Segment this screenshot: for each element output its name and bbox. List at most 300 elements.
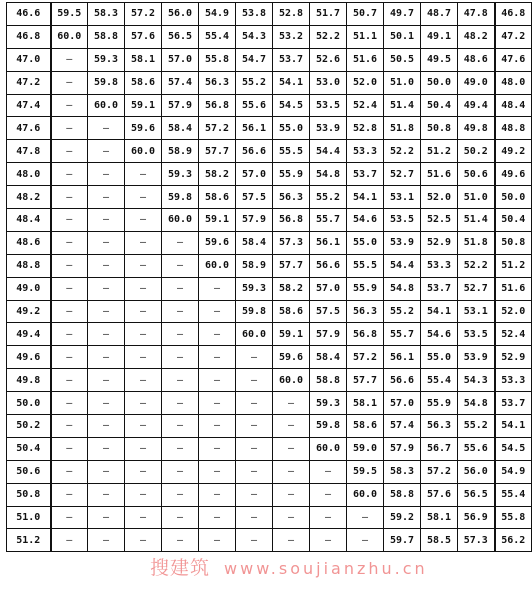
table-cell: 59.2 bbox=[384, 506, 421, 529]
row-key-cell: 50.4 bbox=[7, 437, 51, 460]
table-cell: 51.2 bbox=[421, 140, 458, 163]
table-cell: 60.0 bbox=[162, 209, 199, 232]
table-cell: 52.2 bbox=[384, 140, 421, 163]
table-cell: — bbox=[51, 323, 88, 346]
table-cell: 59.1 bbox=[273, 323, 310, 346]
table-cell: 53.3 bbox=[421, 254, 458, 277]
table-row bbox=[7, 163, 532, 186]
table-cell: — bbox=[236, 392, 273, 415]
table-cell: 50.8 bbox=[495, 231, 532, 254]
table-cell: 47.8 bbox=[458, 3, 495, 26]
table-cell: — bbox=[88, 483, 125, 506]
table-row bbox=[7, 3, 532, 26]
table-cell: 58.5 bbox=[421, 529, 458, 552]
table-cell: — bbox=[125, 209, 162, 232]
table-cell: 55.2 bbox=[458, 415, 495, 438]
table-cell: 53.9 bbox=[384, 231, 421, 254]
table-cell: — bbox=[199, 346, 236, 369]
table-cell: 53.1 bbox=[384, 186, 421, 209]
table-cell: 50.5 bbox=[384, 48, 421, 71]
table-cell: — bbox=[51, 140, 88, 163]
row-key-cell: 46.6 bbox=[7, 3, 51, 26]
table-cell: 48.8 bbox=[495, 117, 532, 140]
table-cell: 53.5 bbox=[384, 209, 421, 232]
table-cell: 59.5 bbox=[51, 3, 88, 26]
table-cell: 54.1 bbox=[347, 186, 384, 209]
table-cell: — bbox=[162, 254, 199, 277]
table-cell: 57.2 bbox=[421, 460, 458, 483]
table-cell: — bbox=[236, 529, 273, 552]
table-cell: 56.7 bbox=[421, 437, 458, 460]
table-row bbox=[7, 346, 532, 369]
table-cell: 57.9 bbox=[236, 209, 273, 232]
table-cell: 52.8 bbox=[347, 117, 384, 140]
table-cell: 54.8 bbox=[458, 392, 495, 415]
table-cell: 59.8 bbox=[236, 300, 273, 323]
table-cell: 58.2 bbox=[273, 277, 310, 300]
table-cell: 57.9 bbox=[384, 437, 421, 460]
table-cell: — bbox=[236, 483, 273, 506]
table-row bbox=[7, 415, 532, 438]
table-cell: — bbox=[125, 529, 162, 552]
table-cell: 50.8 bbox=[421, 117, 458, 140]
table-cell: 50.7 bbox=[347, 3, 384, 26]
table-cell: 53.3 bbox=[347, 140, 384, 163]
table-cell: 56.6 bbox=[310, 254, 347, 277]
table-row bbox=[7, 48, 532, 71]
table-cell: 59.6 bbox=[125, 117, 162, 140]
table-cell: — bbox=[88, 231, 125, 254]
table-body bbox=[7, 3, 532, 552]
table-cell: 54.9 bbox=[495, 460, 532, 483]
table-cell: 52.9 bbox=[421, 231, 458, 254]
document-page bbox=[6, 2, 526, 595]
table-row bbox=[7, 437, 532, 460]
table-cell: — bbox=[199, 392, 236, 415]
table-cell: — bbox=[162, 277, 199, 300]
table-cell: — bbox=[51, 254, 88, 277]
table-row bbox=[7, 460, 532, 483]
table-cell: — bbox=[347, 506, 384, 529]
table-cell: 53.7 bbox=[273, 48, 310, 71]
table-cell: 57.2 bbox=[125, 3, 162, 26]
table-row bbox=[7, 25, 532, 48]
table-row bbox=[7, 392, 532, 415]
table-cell: 49.2 bbox=[495, 140, 532, 163]
table-cell: 54.7 bbox=[236, 48, 273, 71]
table-cell: — bbox=[51, 415, 88, 438]
table-cell: — bbox=[88, 392, 125, 415]
table-cell: 55.0 bbox=[421, 346, 458, 369]
table-cell: — bbox=[51, 94, 88, 117]
table-row bbox=[7, 323, 532, 346]
table-cell: 57.4 bbox=[162, 71, 199, 94]
table-cell: — bbox=[51, 437, 88, 460]
table-cell: 54.6 bbox=[421, 323, 458, 346]
table-cell: — bbox=[88, 506, 125, 529]
table-cell: 49.1 bbox=[421, 25, 458, 48]
table-cell: — bbox=[51, 369, 88, 392]
table-cell: 57.3 bbox=[273, 231, 310, 254]
table-cell: 59.1 bbox=[125, 94, 162, 117]
table-cell: — bbox=[125, 460, 162, 483]
table-cell: 60.0 bbox=[51, 25, 88, 48]
table-cell: 54.4 bbox=[310, 140, 347, 163]
table-cell: — bbox=[199, 369, 236, 392]
table-cell: 48.7 bbox=[421, 3, 458, 26]
table-cell: — bbox=[51, 460, 88, 483]
table-cell: 58.6 bbox=[125, 71, 162, 94]
table-cell: 53.5 bbox=[310, 94, 347, 117]
table-cell: 52.7 bbox=[458, 277, 495, 300]
table-cell: 59.1 bbox=[199, 209, 236, 232]
table-cell: — bbox=[236, 506, 273, 529]
table-cell: — bbox=[88, 163, 125, 186]
table-cell: 57.9 bbox=[162, 94, 199, 117]
table-cell: 51.0 bbox=[458, 186, 495, 209]
table-cell: 55.9 bbox=[347, 277, 384, 300]
table-cell: 53.8 bbox=[236, 3, 273, 26]
row-key-cell: 48.8 bbox=[7, 254, 51, 277]
table-cell: 59.3 bbox=[236, 277, 273, 300]
table-cell: — bbox=[51, 71, 88, 94]
table-cell: 59.5 bbox=[347, 460, 384, 483]
table-cell: 60.0 bbox=[88, 94, 125, 117]
table-cell: 54.3 bbox=[236, 25, 273, 48]
table-cell: 57.6 bbox=[421, 483, 458, 506]
table-cell: 54.1 bbox=[273, 71, 310, 94]
table-cell: — bbox=[51, 529, 88, 552]
table-cell: 56.3 bbox=[347, 300, 384, 323]
table-cell: 60.0 bbox=[236, 323, 273, 346]
table-cell: 58.9 bbox=[236, 254, 273, 277]
table-cell: 59.6 bbox=[273, 346, 310, 369]
table-cell: 55.0 bbox=[273, 117, 310, 140]
table-cell: — bbox=[125, 186, 162, 209]
table-cell: — bbox=[51, 300, 88, 323]
table-cell: 53.9 bbox=[310, 117, 347, 140]
table-cell: 55.9 bbox=[421, 392, 458, 415]
table-cell: 58.6 bbox=[347, 415, 384, 438]
table-cell: 54.4 bbox=[384, 254, 421, 277]
table-cell: 50.4 bbox=[421, 94, 458, 117]
table-cell: — bbox=[162, 506, 199, 529]
table-cell: 57.5 bbox=[310, 300, 347, 323]
table-cell: — bbox=[162, 346, 199, 369]
row-key-cell: 48.2 bbox=[7, 186, 51, 209]
row-key-cell: 49.2 bbox=[7, 300, 51, 323]
table-cell: 52.4 bbox=[347, 94, 384, 117]
table-cell: 56.9 bbox=[458, 506, 495, 529]
table-cell: 51.6 bbox=[495, 277, 532, 300]
table-cell: — bbox=[236, 460, 273, 483]
table-cell: 51.4 bbox=[458, 209, 495, 232]
table-cell: — bbox=[125, 369, 162, 392]
row-key-cell: 50.6 bbox=[7, 460, 51, 483]
table-row bbox=[7, 94, 532, 117]
table-row bbox=[7, 231, 532, 254]
table-cell: 58.8 bbox=[384, 483, 421, 506]
table-cell: 58.2 bbox=[199, 163, 236, 186]
row-key-cell: 47.8 bbox=[7, 140, 51, 163]
table-cell: 55.9 bbox=[273, 163, 310, 186]
table-cell: — bbox=[88, 529, 125, 552]
data-table bbox=[6, 2, 532, 552]
table-cell: — bbox=[88, 300, 125, 323]
table-cell: — bbox=[51, 186, 88, 209]
table-cell: 53.5 bbox=[458, 323, 495, 346]
table-cell: — bbox=[51, 392, 88, 415]
table-cell: 55.8 bbox=[199, 48, 236, 71]
table-cell: 50.6 bbox=[458, 163, 495, 186]
table-cell: — bbox=[162, 483, 199, 506]
table-cell: — bbox=[88, 415, 125, 438]
table-cell: — bbox=[51, 483, 88, 506]
table-cell: 52.0 bbox=[347, 71, 384, 94]
row-key-cell: 46.8 bbox=[7, 25, 51, 48]
table-cell: 54.8 bbox=[384, 277, 421, 300]
table-cell: 55.6 bbox=[236, 94, 273, 117]
table-cell: 58.4 bbox=[310, 346, 347, 369]
table-cell: 57.0 bbox=[384, 392, 421, 415]
table-cell: 58.8 bbox=[310, 369, 347, 392]
table-cell: — bbox=[199, 460, 236, 483]
table-cell: 51.0 bbox=[384, 71, 421, 94]
table-cell: — bbox=[88, 209, 125, 232]
table-cell: 55.2 bbox=[310, 186, 347, 209]
row-key-cell: 48.0 bbox=[7, 163, 51, 186]
table-cell: 57.6 bbox=[125, 25, 162, 48]
table-cell: 57.0 bbox=[162, 48, 199, 71]
table-cell: — bbox=[199, 323, 236, 346]
table-cell: 52.7 bbox=[384, 163, 421, 186]
row-key-cell: 49.6 bbox=[7, 346, 51, 369]
table-cell: — bbox=[125, 346, 162, 369]
row-key-cell: 48.4 bbox=[7, 209, 51, 232]
row-key-cell: 47.2 bbox=[7, 71, 51, 94]
table-cell: 55.0 bbox=[347, 231, 384, 254]
row-key-cell: 49.8 bbox=[7, 369, 51, 392]
table-cell: 59.8 bbox=[162, 186, 199, 209]
table-cell: 52.4 bbox=[495, 323, 532, 346]
table-cell: 57.7 bbox=[199, 140, 236, 163]
table-cell: 51.2 bbox=[495, 254, 532, 277]
table-row bbox=[7, 300, 532, 323]
table-cell: 54.6 bbox=[347, 209, 384, 232]
table-cell: — bbox=[162, 460, 199, 483]
table-cell: 56.1 bbox=[384, 346, 421, 369]
table-cell: 50.1 bbox=[384, 25, 421, 48]
table-cell: — bbox=[273, 460, 310, 483]
table-cell: 55.2 bbox=[236, 71, 273, 94]
table-row bbox=[7, 186, 532, 209]
table-row bbox=[7, 71, 532, 94]
table-cell: 58.8 bbox=[88, 25, 125, 48]
table-cell: 55.5 bbox=[347, 254, 384, 277]
table-cell: — bbox=[125, 300, 162, 323]
table-cell: 59.3 bbox=[310, 392, 347, 415]
table-cell: 56.8 bbox=[273, 209, 310, 232]
table-cell: 51.8 bbox=[384, 117, 421, 140]
table-cell: — bbox=[51, 277, 88, 300]
table-row bbox=[7, 209, 532, 232]
table-cell: 56.2 bbox=[495, 529, 532, 552]
table-cell: 56.3 bbox=[273, 186, 310, 209]
table-cell: 49.6 bbox=[495, 163, 532, 186]
table-cell: 59.7 bbox=[384, 529, 421, 552]
table-cell: 56.6 bbox=[236, 140, 273, 163]
table-cell: 56.1 bbox=[236, 117, 273, 140]
table-cell: 50.0 bbox=[495, 186, 532, 209]
table-cell: 58.1 bbox=[347, 392, 384, 415]
table-cell: — bbox=[236, 415, 273, 438]
table-cell: — bbox=[88, 346, 125, 369]
table-cell: — bbox=[51, 346, 88, 369]
row-key-cell: 50.0 bbox=[7, 392, 51, 415]
table-cell: 53.7 bbox=[421, 277, 458, 300]
table-cell: — bbox=[199, 415, 236, 438]
table-cell: 53.7 bbox=[347, 163, 384, 186]
table-cell: — bbox=[51, 506, 88, 529]
table-cell: 55.7 bbox=[384, 323, 421, 346]
table-cell: 51.4 bbox=[384, 94, 421, 117]
table-cell: 47.2 bbox=[495, 25, 532, 48]
table-cell: — bbox=[199, 483, 236, 506]
table-cell: 59.0 bbox=[347, 437, 384, 460]
table-cell: — bbox=[162, 231, 199, 254]
table-cell: 52.8 bbox=[273, 3, 310, 26]
table-cell: 55.4 bbox=[421, 369, 458, 392]
table-cell: 58.1 bbox=[421, 506, 458, 529]
table-cell: — bbox=[88, 186, 125, 209]
table-cell: 58.4 bbox=[236, 231, 273, 254]
table-cell: 57.5 bbox=[236, 186, 273, 209]
table-cell: 52.6 bbox=[310, 48, 347, 71]
table-cell: 54.9 bbox=[199, 3, 236, 26]
row-key-cell: 50.2 bbox=[7, 415, 51, 438]
table-cell: — bbox=[125, 437, 162, 460]
table-cell: 56.6 bbox=[384, 369, 421, 392]
table-row bbox=[7, 140, 532, 163]
table-cell: 56.0 bbox=[458, 460, 495, 483]
table-cell: 53.7 bbox=[495, 392, 532, 415]
table-cell: 51.1 bbox=[347, 25, 384, 48]
table-cell: 56.5 bbox=[162, 25, 199, 48]
table-cell: 48.4 bbox=[495, 94, 532, 117]
table-cell: — bbox=[162, 415, 199, 438]
table-cell: 58.6 bbox=[199, 186, 236, 209]
table-cell: — bbox=[199, 529, 236, 552]
watermark-text: 搜建筑 bbox=[150, 557, 211, 579]
table-cell: 52.5 bbox=[421, 209, 458, 232]
table-cell: — bbox=[125, 506, 162, 529]
table-cell: 54.1 bbox=[495, 415, 532, 438]
table-cell: — bbox=[236, 346, 273, 369]
table-cell: 57.3 bbox=[458, 529, 495, 552]
table-cell: 59.8 bbox=[88, 71, 125, 94]
table-cell: — bbox=[125, 483, 162, 506]
table-cell: — bbox=[88, 277, 125, 300]
table-cell: 49.7 bbox=[384, 3, 421, 26]
table-cell: 57.0 bbox=[310, 277, 347, 300]
table-cell: — bbox=[162, 529, 199, 552]
table-cell: — bbox=[162, 437, 199, 460]
row-key-cell: 49.4 bbox=[7, 323, 51, 346]
table-cell: — bbox=[199, 277, 236, 300]
table-cell: 55.2 bbox=[384, 300, 421, 323]
table-cell: 59.6 bbox=[199, 231, 236, 254]
watermark-url: www.soujianzhu.cn bbox=[224, 559, 428, 578]
row-key-cell: 49.0 bbox=[7, 277, 51, 300]
table-cell: 57.9 bbox=[310, 323, 347, 346]
table-cell: 50.4 bbox=[495, 209, 532, 232]
table-cell: 60.0 bbox=[273, 369, 310, 392]
table-cell: — bbox=[51, 231, 88, 254]
table-cell: 53.3 bbox=[495, 369, 532, 392]
table-cell: 52.9 bbox=[495, 346, 532, 369]
table-cell: 50.0 bbox=[421, 71, 458, 94]
table-cell: 60.0 bbox=[310, 437, 347, 460]
table-cell: 52.2 bbox=[458, 254, 495, 277]
table-cell: 53.1 bbox=[458, 300, 495, 323]
table-cell: — bbox=[273, 415, 310, 438]
table-cell: — bbox=[125, 277, 162, 300]
table-cell: 56.3 bbox=[199, 71, 236, 94]
row-key-cell: 47.6 bbox=[7, 117, 51, 140]
table-cell: 49.8 bbox=[458, 117, 495, 140]
table-row bbox=[7, 117, 532, 140]
table-cell: — bbox=[273, 529, 310, 552]
table-cell: 56.8 bbox=[347, 323, 384, 346]
table-cell: 51.8 bbox=[458, 231, 495, 254]
table-cell: 54.1 bbox=[421, 300, 458, 323]
table-row bbox=[7, 483, 532, 506]
table-cell: — bbox=[199, 300, 236, 323]
table-cell: 54.3 bbox=[458, 369, 495, 392]
table-cell: 46.8 bbox=[495, 3, 532, 26]
table-cell: — bbox=[125, 415, 162, 438]
table-cell: — bbox=[273, 483, 310, 506]
table-cell: 52.0 bbox=[421, 186, 458, 209]
table-cell: 51.6 bbox=[421, 163, 458, 186]
table-cell: 56.1 bbox=[310, 231, 347, 254]
table-cell: 55.4 bbox=[495, 483, 532, 506]
table-cell: 56.3 bbox=[421, 415, 458, 438]
table-row bbox=[7, 277, 532, 300]
table-cell: 54.5 bbox=[273, 94, 310, 117]
table-cell: 56.5 bbox=[458, 483, 495, 506]
table-cell: 56.8 bbox=[199, 94, 236, 117]
table-cell: — bbox=[273, 506, 310, 529]
table-cell: 53.2 bbox=[273, 25, 310, 48]
table-cell: 58.6 bbox=[273, 300, 310, 323]
table-cell: 59.3 bbox=[88, 48, 125, 71]
table-cell: 57.0 bbox=[236, 163, 273, 186]
table-cell: 49.4 bbox=[458, 94, 495, 117]
row-key-cell: 47.0 bbox=[7, 48, 51, 71]
table-cell: 51.6 bbox=[347, 48, 384, 71]
table-cell: 57.4 bbox=[384, 415, 421, 438]
table-cell: 56.0 bbox=[162, 3, 199, 26]
table-cell: 50.2 bbox=[458, 140, 495, 163]
table-cell: 55.7 bbox=[310, 209, 347, 232]
table-cell: — bbox=[162, 392, 199, 415]
table-cell: — bbox=[88, 254, 125, 277]
row-key-cell: 48.6 bbox=[7, 231, 51, 254]
table-cell: 58.9 bbox=[162, 140, 199, 163]
table-cell: — bbox=[310, 460, 347, 483]
table-cell: 55.8 bbox=[495, 506, 532, 529]
